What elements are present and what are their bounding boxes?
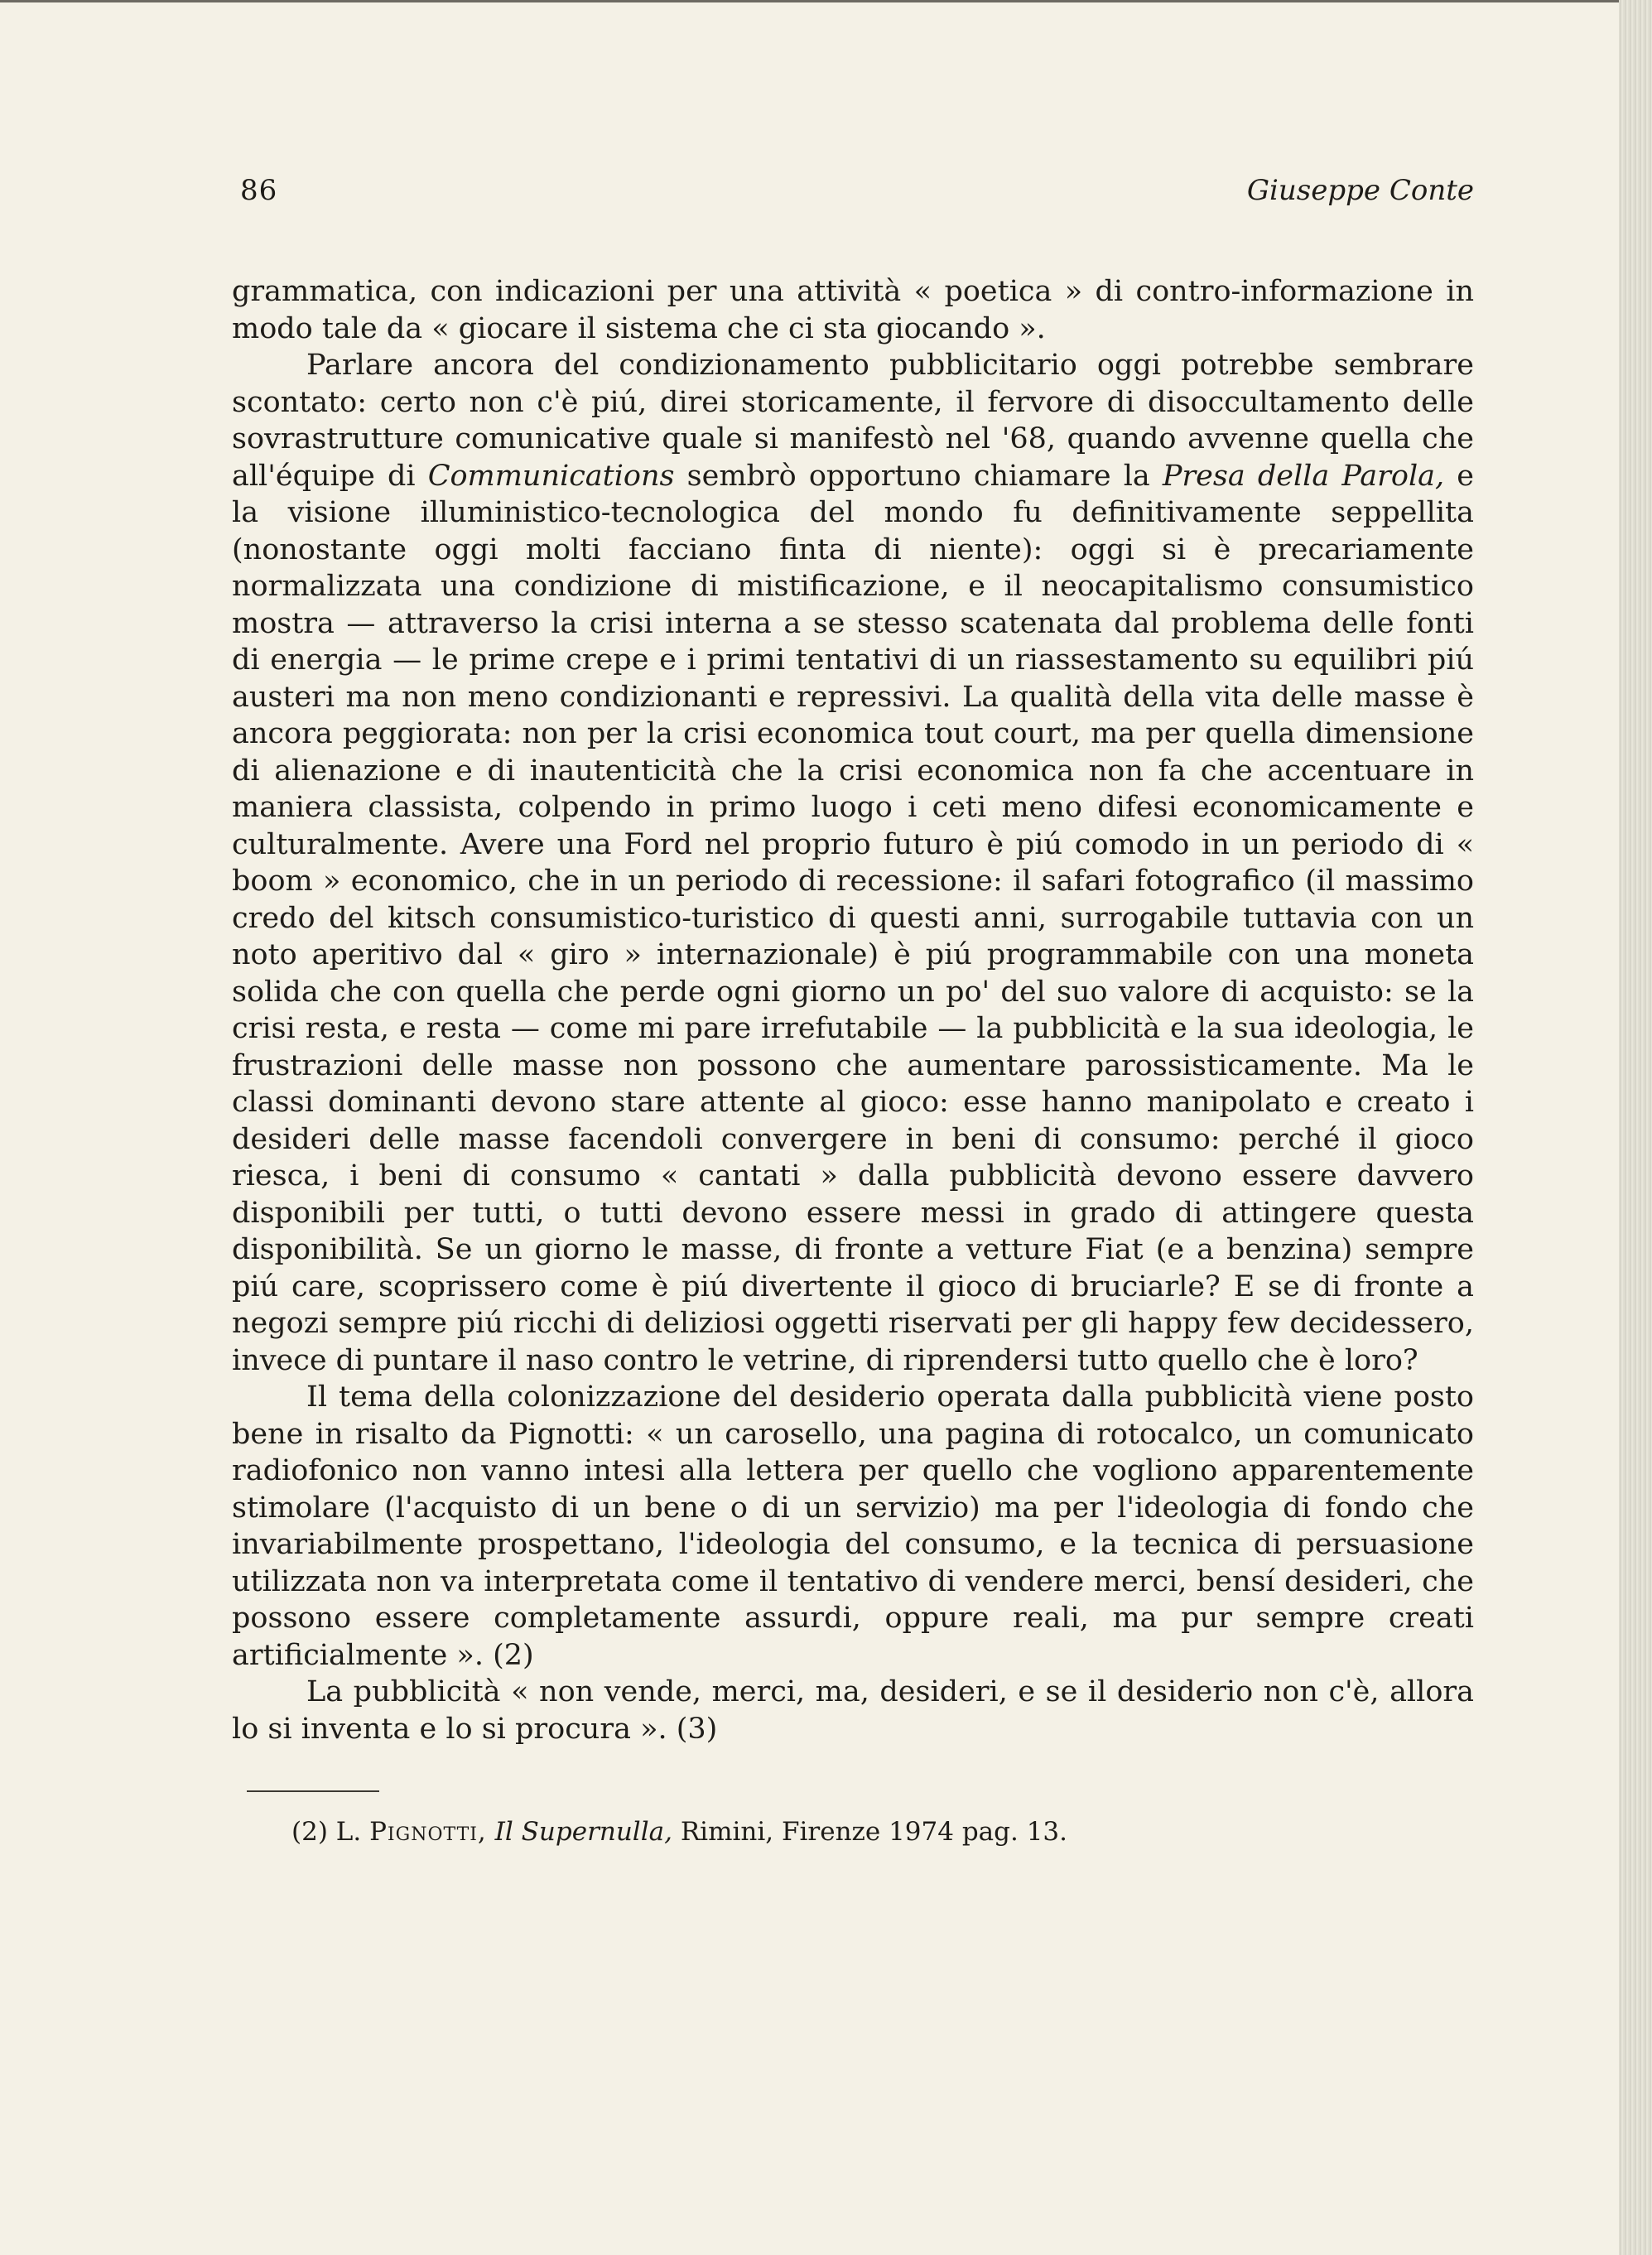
italic-title-presa-della-parola: Presa della Parola,: [1162, 459, 1445, 493]
footnote-title: Il Supernulla,: [494, 1817, 672, 1847]
italic-title-communications: Communications: [427, 459, 675, 493]
page-number: 86: [240, 174, 278, 207]
running-head: [232, 174, 1474, 232]
page-edge-texture: [1619, 0, 1652, 2255]
paragraph-colonization-of-desire: Il tema della colonizzazione del desiderio operata dalla pubblicità viene posto bene in risalto da Pignotti: « un carosello, una pagina di rotocalco, un comunicato radiofonico non vanno intesi alla lettera per quello che vogliono apparentemente stimolare (l'acquisto di un bene o di un servizio) ma per l'ideologia di fondo che invariabilmente prospettano, l'ideologia del consumo, e la tecnica di persuasione utilizzata non va interpretata come il tentativo di vendere merci, bensí desideri, che possono essere completamente assurdi, oppure reali, ma pur sempre creati artificialmente ». (2): [232, 1380, 1474, 1672]
running-author: Giuseppe Conte: [1246, 174, 1474, 207]
paragraph-text: sembrò opportuno chiamare la: [674, 459, 1163, 493]
footnote-author: Pignotti,: [369, 1817, 487, 1847]
paragraph-text: e la visione illuministico-tecnologica del mondo fu definitivamente seppellita (nonostante oggi molti facciano finta di niente): oggi si è precariamente normalizzata una condizione di mistificazione, e il neocapitalismo consumistico mostra — attraverso la crisi interna a se stesso scatenata dal problema delle fonti di energia — le prime crepe e i primi tentativi di un riassestamento su equilibri piú austeri ma non meno condizionanti e repressivi. La qualità della vita delle masse è ancora peggiorata: non per la crisi economica tout court, ma per quella dimensione di alienazione e di inautenticità che la crisi economica non fa che accentuare in maniera classista, colpendo in primo luogo i ceti meno difesi economicamente e culturalmente. Avere una Ford nel proprio futuro è piú comodo in un periodo di « boom » economico, che in un periodo di recessione: il safari fotografico (il massimo credo del kitsch consumistico-turistico di questi anni, surrogabile tuttavia con un noto aperitivo dal « giro » internazionale) è piú programmabile con una moneta solida che con quella che perde ogni giorno un po' del suo valore di acquisto: se la crisi resta, e resta — come mi pare irrefutabile — la pubblicità e la sua ideologia, le frustrazioni delle masse non possono che aumentare parossisticamente. Ma le classi dominanti devono stare attente al gioco: esse hanno manipolato e creato i desideri delle masse facendoli convergere in beni di consumo: perché il gioco riesca, i beni di consumo « cantati » dalla pubblicità devono essere davvero disponibili per tutti, o tutti devono essere messi in grado di attingere questa disponibilità. Se un giorno le masse, di fronte a vetture Fiat (e a benzina) sempre piú care, scoprissero come è piú divertente il gioco di bruciarle? E se di fronte a negozi sempre piú ricchi di deliziosi oggetti riservati per gli happy few decidessero, invece di puntare il naso contro le vetrine, di riprendersi tutto quello che è loro?: [232, 459, 1474, 1377]
paragraph-advertising-conditioning: [232, 347, 1474, 1379]
paragraph-text: Parlare ancora del condizionamento pubblicitario oggi potrebbe sembrare scontato: certo non c'è piú, direi storicamente, il fervore di disoccultamento delle sovrastrutture comunicative quale si manifestò nel '68, quando avvenne quella che all'équipe di: [232, 349, 1474, 493]
footnote-marker: (2) L.: [291, 1817, 362, 1847]
footnote-divider: [247, 1790, 379, 1792]
text-block: [232, 174, 1474, 1848]
scan-top-border: [0, 0, 1652, 2]
footnote: [291, 1815, 1474, 1848]
paragraph-advertising-quote: La pubblicità « non vende, merci, ma, desideri, e se il desiderio non c'è, allora lo si inventa e lo si procura ». (3): [232, 1675, 1474, 1746]
footnote-publication: Rimini, Firenze 1974 pag. 13.: [680, 1817, 1068, 1847]
paragraph-continuation: grammatica, con indicazioni per una attività « poetica » di contro-informazione in modo tale da « giocare il sistema che ci sta giocando ».: [232, 275, 1474, 345]
body-text: [232, 273, 1474, 1848]
